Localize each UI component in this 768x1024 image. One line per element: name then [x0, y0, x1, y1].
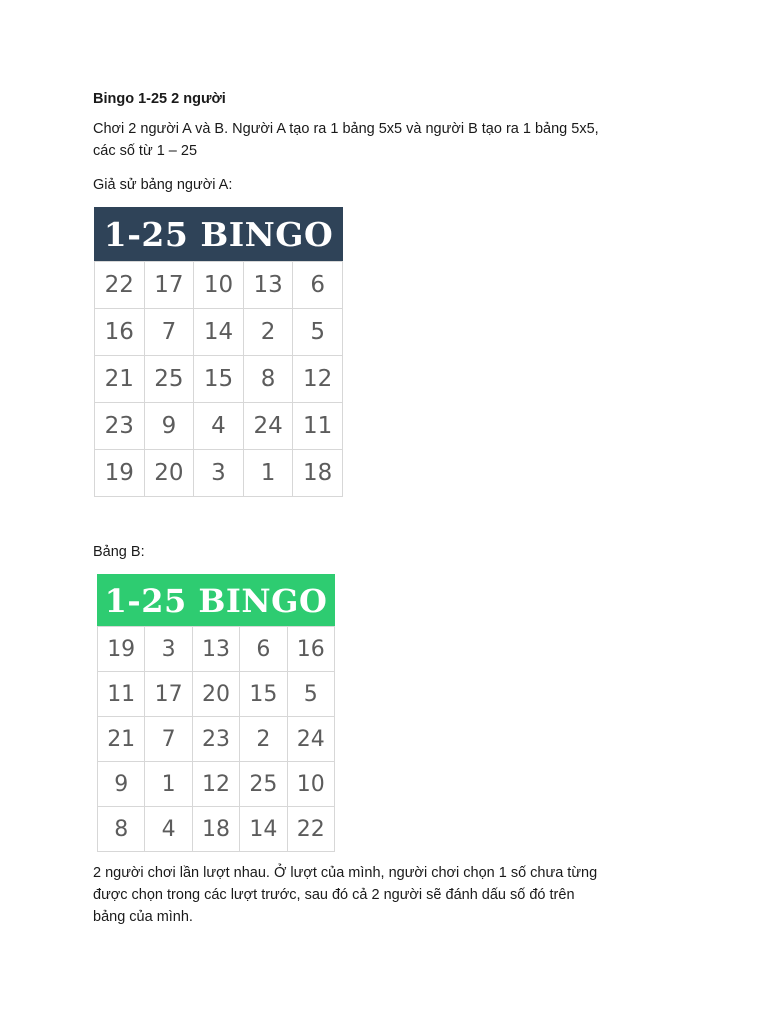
- board-cell: 24: [243, 403, 293, 450]
- board-cell: 5: [287, 672, 334, 717]
- rules-line-2: được chọn trong các lượt trước, sau đó cả 2 người sẽ đánh dấu số đó trên: [93, 887, 575, 903]
- board-cell: 3: [194, 450, 244, 497]
- intro-line-1: Chơi 2 người A và B. Người A tạo ra 1 bảng 5x5 và người B tạo ra 1 bảng 5x5,: [93, 121, 599, 137]
- board-cell: 2: [243, 309, 293, 356]
- board-cell: 17: [144, 262, 194, 309]
- board-row: [98, 807, 335, 852]
- intro-paragraph: [93, 118, 693, 162]
- rules-line-1: 2 người chơi lần lượt nhau. Ở lượt của mình, người chơi chọn 1 số chưa từng: [93, 865, 598, 881]
- bingo-board-a: [94, 207, 343, 497]
- board-cell: 9: [98, 762, 145, 807]
- board-cell: 12: [192, 762, 239, 807]
- board-cell: 19: [98, 627, 145, 672]
- board-cell: 18: [293, 450, 343, 497]
- board-cell: 21: [95, 356, 145, 403]
- rules-line-3: bảng của mình.: [93, 909, 193, 925]
- board-cell: 12: [293, 356, 343, 403]
- board-cell: 19: [95, 450, 145, 497]
- board-cell: 14: [240, 807, 287, 852]
- board-cell: 20: [144, 450, 194, 497]
- board-cell: 15: [240, 672, 287, 717]
- board-cell: 8: [243, 356, 293, 403]
- board-cell: 7: [144, 309, 194, 356]
- board-cell: 2: [240, 717, 287, 762]
- board-cell: 7: [145, 717, 192, 762]
- board-row: [98, 717, 335, 762]
- board-row: [95, 403, 343, 450]
- board-cell: 25: [144, 356, 194, 403]
- board-a-label: Giả sử bảng người A:: [93, 177, 233, 193]
- rules-paragraph: [93, 862, 693, 928]
- board-cell: 23: [95, 403, 145, 450]
- board-cell: 22: [287, 807, 334, 852]
- board-cell: 25: [240, 762, 287, 807]
- board-cell: 1: [145, 762, 192, 807]
- board-row: [95, 450, 343, 497]
- board-cell: 11: [293, 403, 343, 450]
- intro-line-2: các số từ 1 – 25: [93, 143, 198, 159]
- board-cell: 6: [240, 627, 287, 672]
- bingo-board-b: [97, 574, 335, 852]
- board-cell: 11: [98, 672, 145, 717]
- board-b-header: 1-25 BINGO: [97, 574, 335, 626]
- board-cell: 15: [194, 356, 244, 403]
- document-title: Bingo 1-25 2 người: [93, 91, 226, 107]
- board-a-grid: [94, 261, 343, 497]
- board-row: [95, 356, 343, 403]
- board-row: [95, 262, 343, 309]
- board-cell: 5: [293, 309, 343, 356]
- board-cell: 10: [194, 262, 244, 309]
- board-cell: 24: [287, 717, 334, 762]
- board-row: [98, 672, 335, 717]
- board-cell: 4: [194, 403, 244, 450]
- board-b-label: Bảng B:: [93, 544, 145, 560]
- board-row: [95, 309, 343, 356]
- board-row: [98, 762, 335, 807]
- board-a-header: 1-25 BINGO: [94, 207, 343, 261]
- board-row: [98, 627, 335, 672]
- board-cell: 13: [243, 262, 293, 309]
- board-cell: 3: [145, 627, 192, 672]
- board-cell: 13: [192, 627, 239, 672]
- board-cell: 4: [145, 807, 192, 852]
- board-cell: 18: [192, 807, 239, 852]
- board-cell: 8: [98, 807, 145, 852]
- board-cell: 16: [95, 309, 145, 356]
- board-cell: 14: [194, 309, 244, 356]
- board-cell: 17: [145, 672, 192, 717]
- board-cell: 10: [287, 762, 334, 807]
- board-cell: 21: [98, 717, 145, 762]
- board-cell: 1: [243, 450, 293, 497]
- board-cell: 22: [95, 262, 145, 309]
- board-cell: 16: [287, 627, 334, 672]
- board-cell: 9: [144, 403, 194, 450]
- board-cell: 20: [192, 672, 239, 717]
- board-cell: 6: [293, 262, 343, 309]
- board-b-grid: [97, 626, 335, 852]
- board-cell: 23: [192, 717, 239, 762]
